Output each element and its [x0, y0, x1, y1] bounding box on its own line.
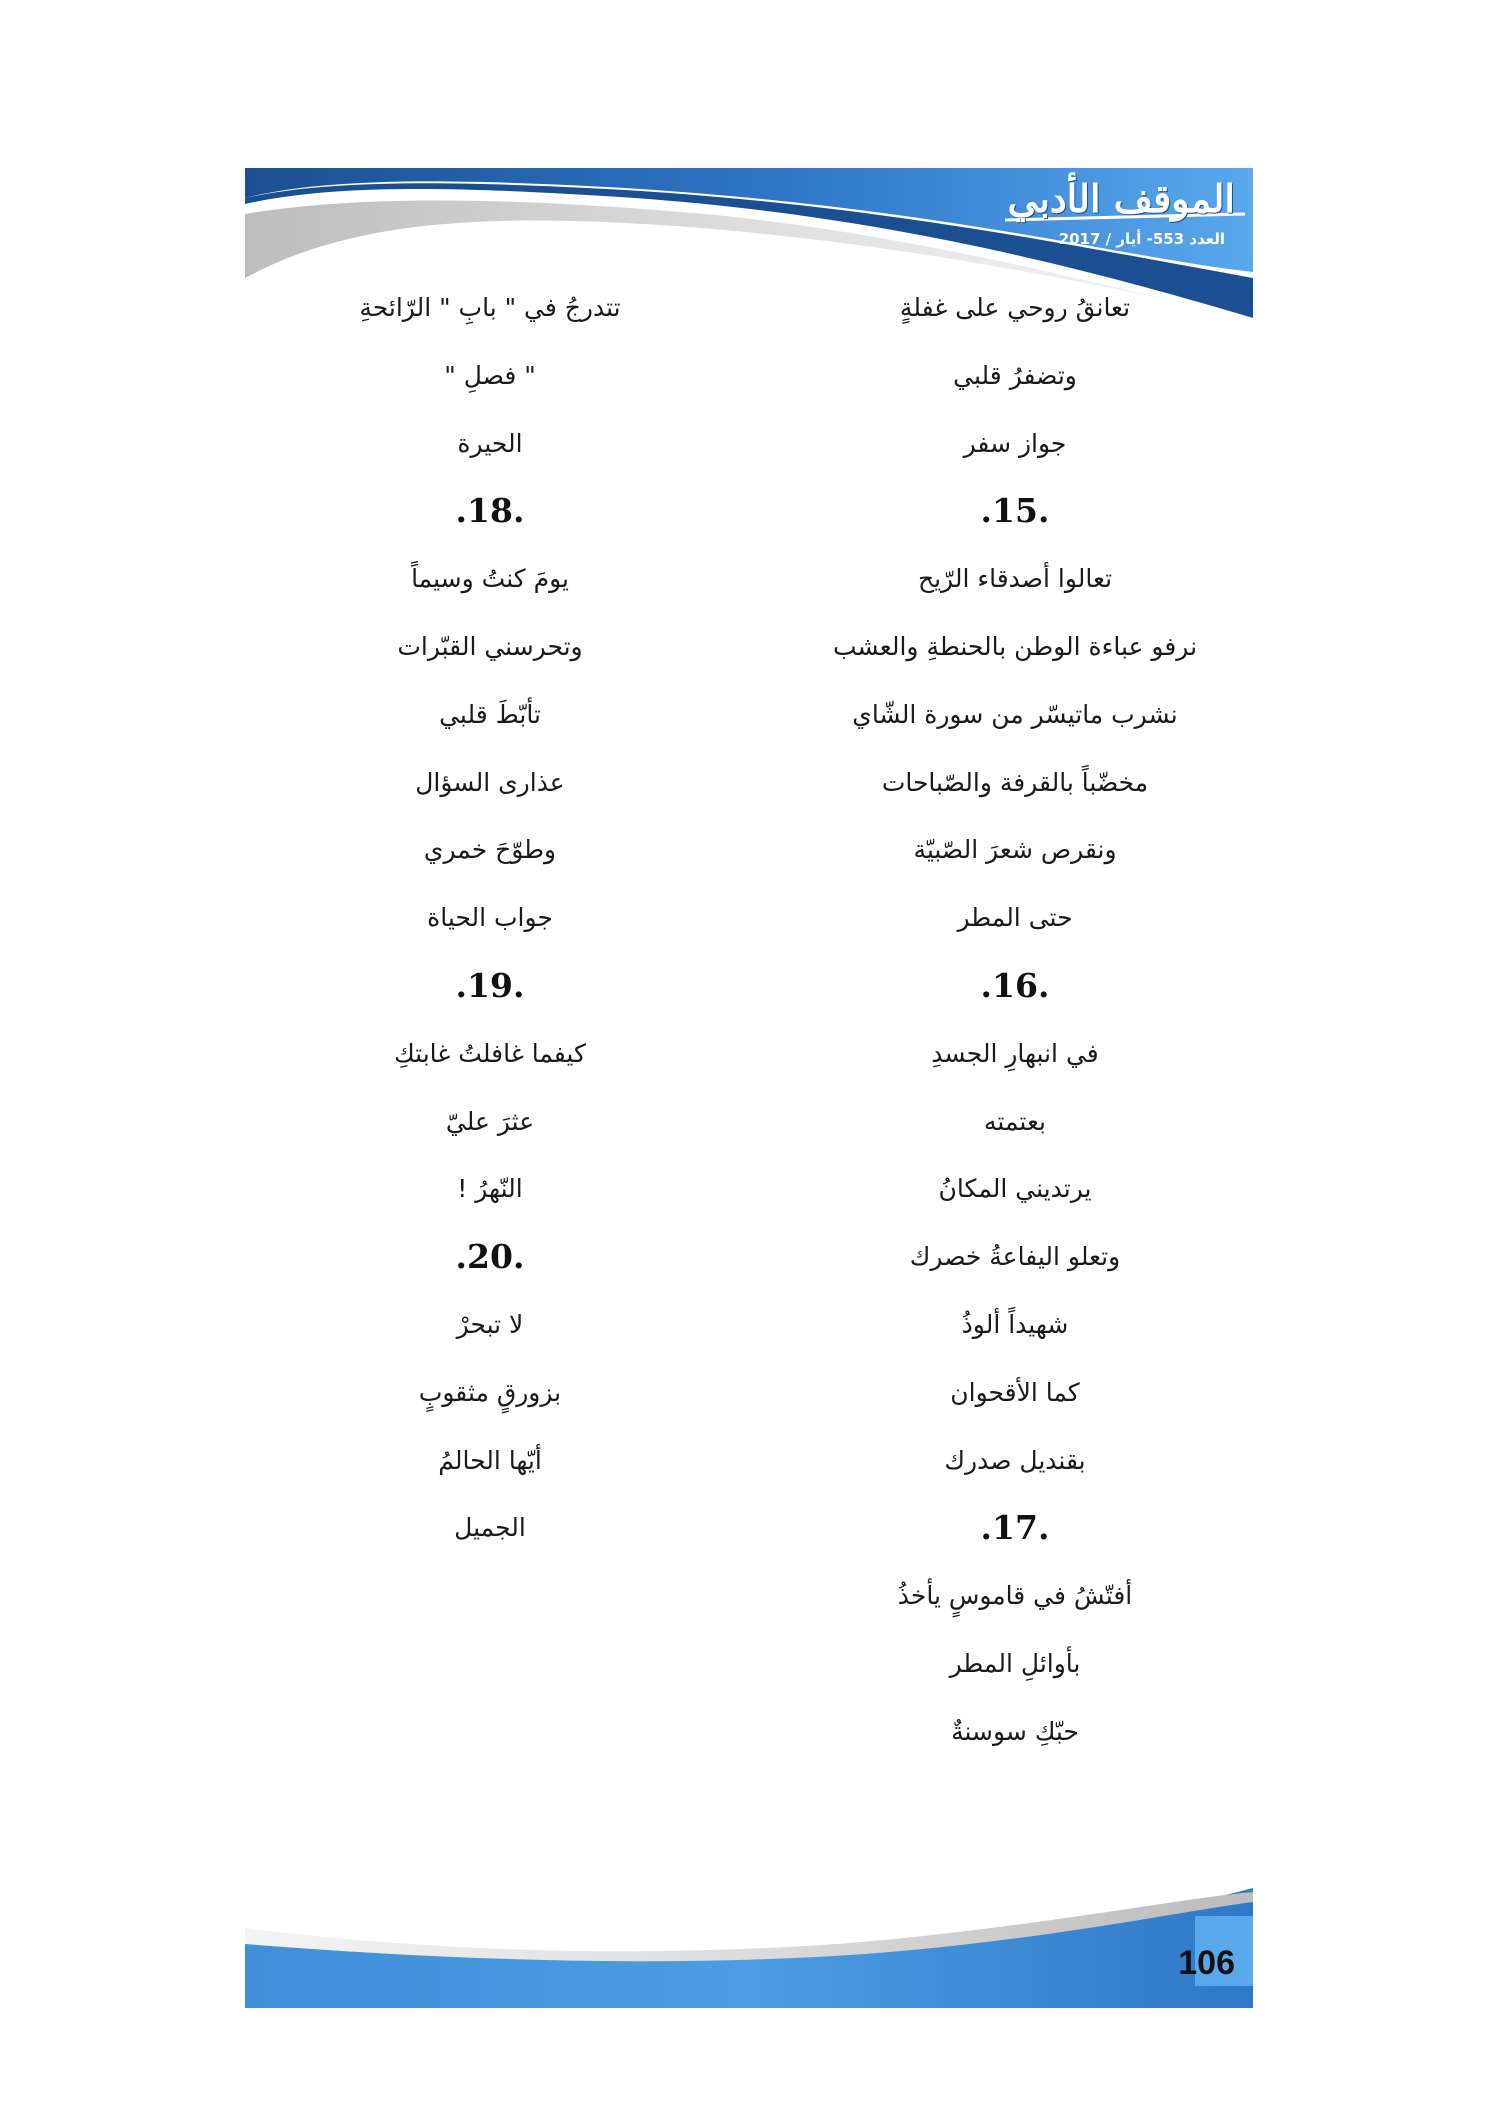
- poem-column-right: [780, 288, 1250, 1780]
- poem-line: يرتديني المكانُ: [938, 1174, 1092, 1204]
- poem-line: وتحرسني القبّرات: [397, 631, 583, 661]
- poem-line: نشرب ماتيسّر من سورة الشّاي: [852, 699, 1178, 729]
- poem-line: أفتّشُ في قاموسٍ يأخذُ: [897, 1581, 1133, 1611]
- poem-line: النّهرُ !: [457, 1174, 523, 1204]
- poem-line: كما الأقحوان: [950, 1377, 1080, 1407]
- page-footer-banner: [245, 1888, 1253, 2008]
- magazine-logo: الموقف الأدبي: [1007, 176, 1235, 221]
- poem-line: في انبهارِ الجسدِ: [931, 1038, 1099, 1068]
- issue-label: العدد 553- أيار / 2017: [1058, 230, 1225, 248]
- poem-line: تعالوا أصدقاء الرّيح: [917, 564, 1113, 594]
- poem-line: وتعلو اليفاعةُ خصرك: [909, 1242, 1121, 1272]
- poem-column-left: [250, 288, 730, 1576]
- poem-line: الجميل: [454, 1513, 526, 1543]
- poem-line: بعتمته: [984, 1106, 1046, 1136]
- poem-line: شهيداً ألوذُ: [961, 1309, 1069, 1339]
- stanza-number: .18.: [455, 491, 525, 531]
- footer-swoosh-graphic: [245, 1888, 1253, 2008]
- poem-line: كيفما غافلتُ غابتكِ: [394, 1038, 586, 1068]
- page-number: 106: [1178, 1944, 1235, 1982]
- poem-line: وتضفرُ قلبي: [953, 360, 1077, 390]
- poem-line: جواز سفر: [963, 428, 1067, 458]
- poem-line: بأوائلِ المطر: [949, 1648, 1081, 1678]
- poem-line: مخضّباً بالقرفة والصّباحات: [881, 767, 1149, 797]
- poem-line: حبّكِ سوسنةٌ: [951, 1716, 1079, 1746]
- poem-line: تتدرجُ في " بابِ " الرّائحةِ: [359, 293, 621, 322]
- stanza-number: .16.: [980, 965, 1050, 1005]
- poem-line: تأبّطَ قلبي: [439, 699, 541, 729]
- poem-line: وطوّحَ خمري: [423, 835, 557, 865]
- poem-line: عذارى السؤال: [415, 767, 565, 797]
- poem-line: أيّها الحالمُ: [438, 1445, 542, 1475]
- stanza-number: .17.: [980, 1508, 1050, 1548]
- stanza-number: .19.: [455, 965, 525, 1005]
- poem-line: بزورقٍ مثقوبٍ: [418, 1377, 562, 1407]
- poem-line: لا تبحرْ: [456, 1309, 524, 1339]
- poem-line: " فصلِ ": [444, 360, 536, 390]
- poem-line: جواب الحياة: [427, 903, 553, 933]
- poem-line: حتى المطر: [957, 903, 1073, 933]
- poem-line: يومَ كنتُ وسيماً: [411, 564, 569, 594]
- poem-line: الحيرة: [457, 428, 523, 458]
- poem-line: بقنديل صدرك: [944, 1445, 1086, 1475]
- poem-line: ونقرص شعرَ الصّبيّة: [913, 835, 1117, 865]
- stanza-number: .15.: [980, 491, 1050, 531]
- poem-line: عثرَ عليّ: [445, 1106, 535, 1136]
- stanza-number: .20.: [455, 1237, 525, 1277]
- poem-line: نرفو عباءة الوطن بالحنطةِ والعشب: [832, 631, 1198, 661]
- poem-line: تعانقُ روحي على غفلةٍ: [899, 293, 1131, 322]
